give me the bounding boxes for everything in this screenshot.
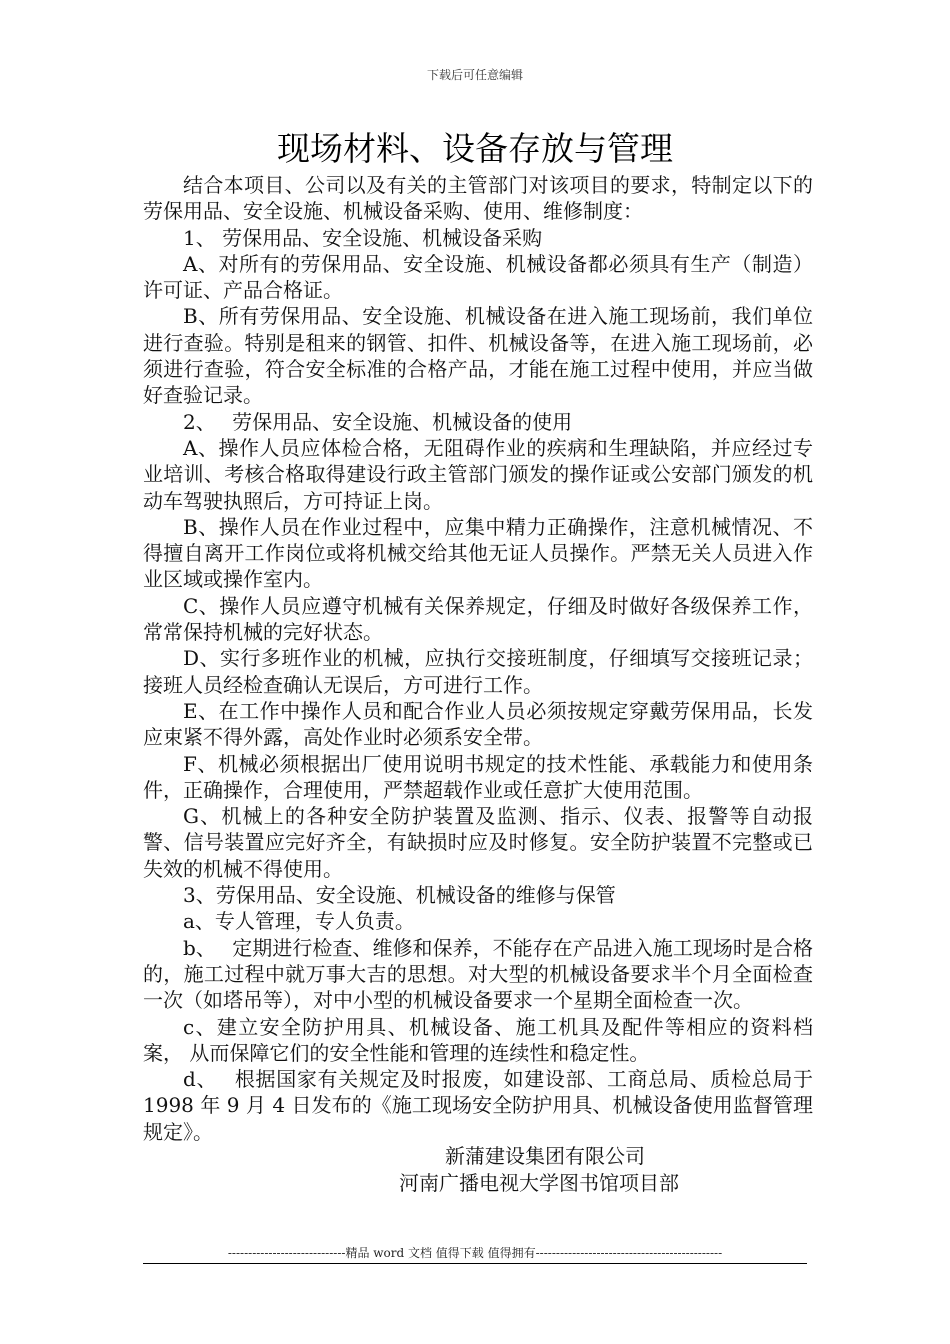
paragraph-2g: G、机械上的各种安全防护装置及监测、指示、仪表、报警等自动报警、信号装置应完好齐全，有缺损时应及时修复。安全防护装置不完整或已失效的机械不得使用。 [143,804,813,881]
footer-rule [143,1263,807,1264]
paragraph-1a: A、对所有的劳保用品、安全设施、机械设备都必须具有生产（制造）许可证、产品合格证。 [143,251,813,303]
paragraph-intro: 结合本项目、公司以及有关的主管部门对该项目的要求，特制定以下的劳保用品、安全设施、机械设备采购、使用、维修制度： [143,173,813,224]
paragraph-2e: E、在工作中操作人员和配合作业人员必须按规定穿戴劳保用品，长发应束紧不得外露，高处作业时必须系安全带。 [143,698,813,750]
paragraph-2c: C、操作人员应遵守机械有关保养规定，仔细及时做好各级保养工作，常常保持机械的完好状态。 [143,593,813,645]
signature-project: 河南广播电视大学图书馆项目部 [399,1171,679,1195]
document-title: 现场材料、设备存放与管理 [277,129,673,168]
signature-company: 新蒲建设集团有限公司 [445,1144,645,1168]
section-heading-2: 2、 劳保用品、安全设施、机械设备的使用 [183,409,573,434]
section-heading-3: 3、劳保用品、安全设施、机械设备的维修与保管 [183,883,616,908]
paragraph-1b: B、所有劳保用品、安全设施、机械设备在进入施工现场前，我们单位进行查验。特别是租来的钢管、扣件、机械设备等，在进入施工现场前，必须进行查验，符合安全标准的合格产品，才能在施工过程中使用，并应当做好查验记录。 [143,304,813,408]
paragraph-2b: B、操作人员在作业过程中，应集中精力正确操作，注意机械情况、不得擅自离开工作岗位或将机械交给其他无证人员操作。严禁无关人员进入作业区域或操作室内。 [143,514,813,592]
paragraph-2f: F、机械必须根据出厂使用说明书规定的技术性能、承载能力和使用条件，正确操作，合理使用，严禁超载作业或任意扩大使用范围。 [143,751,813,802]
section-heading-1: 1、 劳保用品、安全设施、机械设备采购 [183,225,543,250]
paragraph-3d: d、 根据国家有关规定及时报废，如建设部、工商总局、质检总局于 1998 年 9 月 4 日发布的《施工现场安全防护用具、机械设备使用监督管理规定》。 [143,1067,813,1144]
header-note: 下载后可任意编辑 [426,68,523,82]
paragraph-3c: c、建立安全防护用具、机械设备、施工机具及配件等相应的资料档案， 从而保障它们的安全性能和管理的连续性和稳定性。 [143,1014,813,1065]
document-body [143,172,813,1145]
paragraph-3a: a、专人管理，专人负责。 [183,909,415,934]
paragraph-2d: D、实行多班作业的机械，应执行交接班制度，仔细填写交接班记录；接班人员经检查确认无误后，方可进行工作。 [143,646,813,697]
paragraph-3b: b、 定期进行检查、维修和保养，不能存在产品进入施工现场时是合格的，施工过程中就万事大吉的思想。对大型的机械设备要求半个月全面检查一次（如塔吊等），对中小型的机械设备要求一个星期全面检查一次。 [143,935,813,1013]
paragraph-2a: A、操作人员应体检合格，无阻碍作业的疾病和生理缺陷，并应经过专业培训、考核合格取得建设行政主管部门颁发的操作证或公安部门颁发的机动车驾驶执照后，方可持证上岗。 [143,435,813,513]
footer-note: -----------------------------精品 word 文档 值得下载 值得拥有---------------------------------------------- [227,1246,723,1260]
